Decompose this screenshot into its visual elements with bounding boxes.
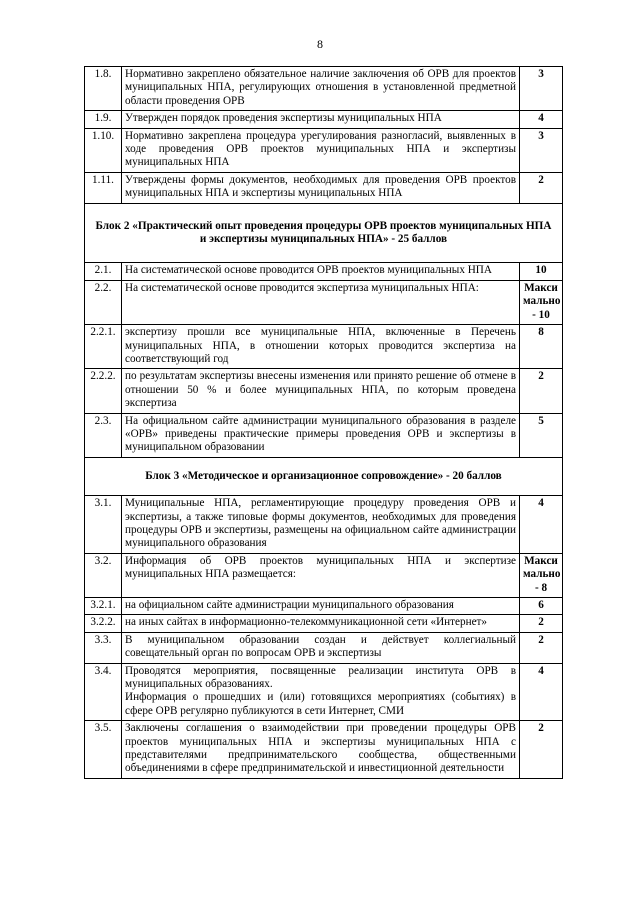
row-score: 8 (520, 325, 563, 369)
row-text: В муниципальном образовании создан и действует коллегиальный совещательный орган по вопросам ОРВ и экспертизы (122, 632, 520, 663)
table-row (85, 325, 563, 369)
row-score: 4 (520, 663, 563, 721)
row-number: 2.3. (85, 413, 122, 457)
row-score: 3 (520, 128, 563, 172)
table-row (85, 128, 563, 172)
row-score: 3 (520, 67, 563, 111)
row-number: 1.8. (85, 67, 122, 111)
row-text: на официальном сайте администрации муниципального образования (122, 598, 520, 615)
block-2-heading: Блок 2 «Практический опыт проведения процедуры ОРВ проектов муниципальных НПА и экспертизы муниципальных НПА» - 25 баллов (85, 203, 563, 263)
table-row (85, 369, 563, 413)
table-row (85, 172, 563, 203)
row-text: на иных сайтах в информационно-телекоммуникационной сети «Интернет» (122, 615, 520, 632)
table-row (85, 632, 563, 663)
table-row (85, 721, 563, 779)
row-text-paragraph-2: Информация о прошедших и (или) готовящихся мероприятиях (событиях) в сфере ОРВ регулярно публикуются в сети Интернет, СМИ (125, 691, 516, 717)
row-number: 3.2.1. (85, 598, 122, 615)
row-text: Муниципальные НПА, регламентирующие процедуру проведения ОРВ и экспертизы, а также типовые формы документов, необходимых для проведения процедуры ОРВ и экспертизы, размещены на официальном сайте администрации муниципального образования (122, 496, 520, 554)
page-number: 8 (317, 37, 323, 51)
block-heading-row (85, 457, 563, 495)
row-number: 3.4. (85, 663, 122, 721)
row-number: 2.2.2. (85, 369, 122, 413)
row-score: 2 (520, 721, 563, 779)
row-number: 1.11. (85, 172, 122, 203)
row-text-paragraph-1: Проводятся мероприятия, посвященные реализации института ОРВ в муниципальных образованиях. (125, 664, 516, 691)
row-text: На систематической основе проводится ОРВ проектов муниципальных НПА (122, 263, 520, 280)
table-row (85, 280, 563, 324)
row-score: 4 (520, 111, 563, 128)
block-3-heading: Блок 3 «Методическое и организационное сопровождение» - 20 баллов (85, 457, 563, 495)
row-text: На систематической основе проводится экспертиза муниципальных НПА: (122, 280, 520, 324)
table-row (85, 263, 563, 280)
row-score: 2 (520, 172, 563, 203)
row-number: 2.1. (85, 263, 122, 280)
table-row (85, 615, 563, 632)
row-text: Информация об ОРВ проектов муниципальных НПА и экспертизе муниципальных НПА размещается: (122, 553, 520, 597)
row-text (122, 663, 520, 721)
row-text: Утвержден порядок проведения экспертизы муниципальных НПА (122, 111, 520, 128)
row-text: экспертизу прошли все муниципальные НПА, включенные в Перечень муниципальных НПА, в отношении которых проводится экспертиза на соответствующий год (122, 325, 520, 369)
row-number: 1.9. (85, 111, 122, 128)
criteria-table (84, 66, 563, 779)
table-row (85, 67, 563, 111)
table-row (85, 496, 563, 554)
row-number: 2.2. (85, 280, 122, 324)
row-score: Макси мально - 8 (520, 553, 563, 597)
row-score: 6 (520, 598, 563, 615)
row-score: 2 (520, 632, 563, 663)
row-score: 10 (520, 263, 563, 280)
row-number: 3.3. (85, 632, 122, 663)
row-score: 5 (520, 413, 563, 457)
row-number: 3.2. (85, 553, 122, 597)
row-number: 3.1. (85, 496, 122, 554)
row-text: Нормативно закреплено обязательное наличие заключения об ОРВ для проектов муниципальных НПА, регулирующих отношения в установленной предметной области проведения ОРВ (122, 67, 520, 111)
row-number: 1.10. (85, 128, 122, 172)
table-row (85, 553, 563, 597)
row-score: Макси мально - 10 (520, 280, 563, 324)
table-row (85, 413, 563, 457)
row-score: 2 (520, 369, 563, 413)
row-text: Нормативно закреплена процедура урегулирования разногласий, выявленных в ходе проведения ОРВ проектов муниципальных НПА и экспертизы муниципальных НПА (122, 128, 520, 172)
row-text: Утверждены формы документов, необходимых для проведения ОРВ проектов муниципальных НПА и экспертизы муниципальных НПА (122, 172, 520, 203)
row-text: Заключены соглашения о взаимодействии при проведении процедуры ОРВ проектов муниципальных НПА и экспертизы муниципальных НПА с представителями предпринимательского сообщества, общественными объединениями в сфере предпринимательской и инвестиционной деятельности (122, 721, 520, 779)
table-row (85, 111, 563, 128)
row-text: На официальном сайте администрации муниципального образования в разделе «ОРВ» приведены практические примеры проведения ОРВ и экспертизы в муниципальном образовании (122, 413, 520, 457)
row-score: 2 (520, 615, 563, 632)
row-number: 3.2.2. (85, 615, 122, 632)
table-row (85, 598, 563, 615)
table-row (85, 663, 563, 721)
row-number: 3.5. (85, 721, 122, 779)
block-heading-row (85, 203, 563, 263)
row-number: 2.2.1. (85, 325, 122, 369)
row-score: 4 (520, 496, 563, 554)
row-text: по результатам экспертизы внесены изменения или принято решение об отмене в отношении 50 % и более муниципальных НПА, по которым проведена экспертиза (122, 369, 520, 413)
